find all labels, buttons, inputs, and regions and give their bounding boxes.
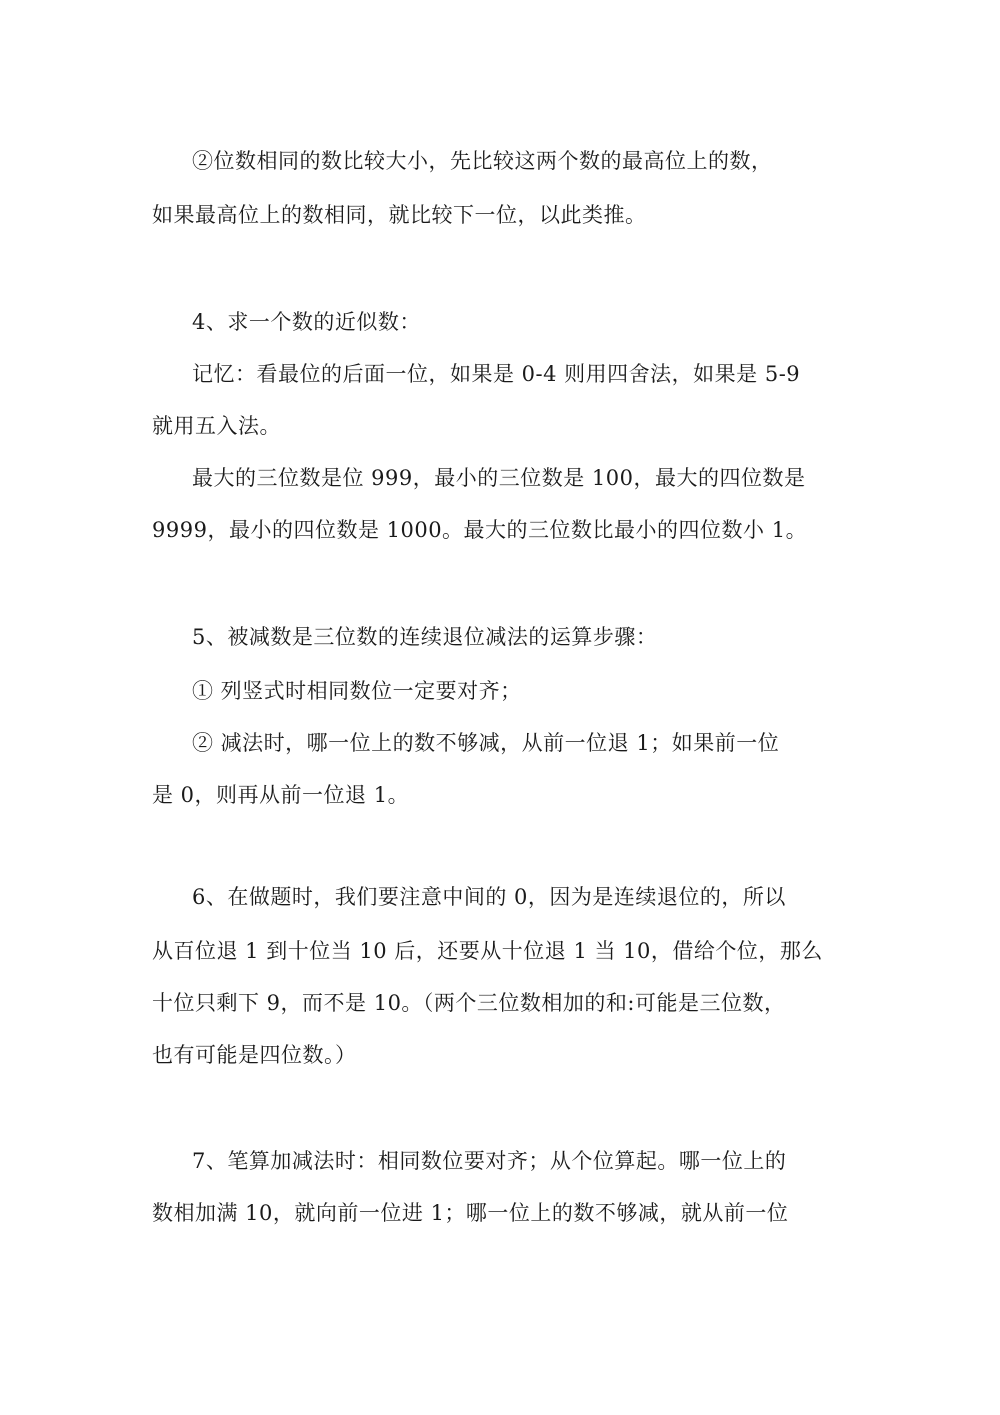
text-line: 十位只剩下 9，而不是 10。（两个三位数相加的和:可能是三位数，	[152, 991, 786, 1015]
section-heading: 7、笔算加减法时：相同数位要对齐；从个位算起。哪一位上的	[192, 1149, 787, 1173]
section-heading: 6、在做题时，我们要注意中间的 0，因为是连续退位的，所以	[192, 885, 786, 909]
text-line: 最大的三位数是位 999，最小的三位数是 100，最大的四位数是	[192, 466, 806, 490]
text-line: 也有可能是四位数。）	[152, 1043, 357, 1067]
text-line: 数相加满 10，就向前一位进 1；哪一位上的数不够减，就从前一位	[152, 1201, 789, 1225]
section-heading: 4、求一个数的近似数：	[192, 310, 421, 334]
text-line: 就用五入法。	[152, 414, 281, 438]
list-item: ② 减法时，哪一位上的数不够减，从前一位退 1；如果前一位	[192, 731, 780, 755]
text-line: 9999，最小的四位数是 1000。最大的三位数比最小的四位数小 1。	[152, 518, 808, 542]
text-line: 从百位退 1 到十位当 10 后，还要从十位退 1 当 10，借给个位，那么	[152, 939, 823, 963]
section-heading: 5、被减数是三位数的连续退位减法的运算步骤：	[192, 625, 658, 649]
list-item: ① 列竖式时相同数位一定要对齐；	[192, 679, 522, 703]
text-line: 如果最高位上的数相同，就比较下一位，以此类推。	[152, 203, 647, 227]
text-line: 是 0，则再从前一位退 1。	[152, 783, 410, 807]
text-line: ②位数相同的数比较大小，先比较这两个数的最高位上的数，	[192, 149, 773, 173]
text-line: 记忆：看最位的后面一位，如果是 0-4 则用四舍法，如果是 5-9	[192, 362, 801, 386]
